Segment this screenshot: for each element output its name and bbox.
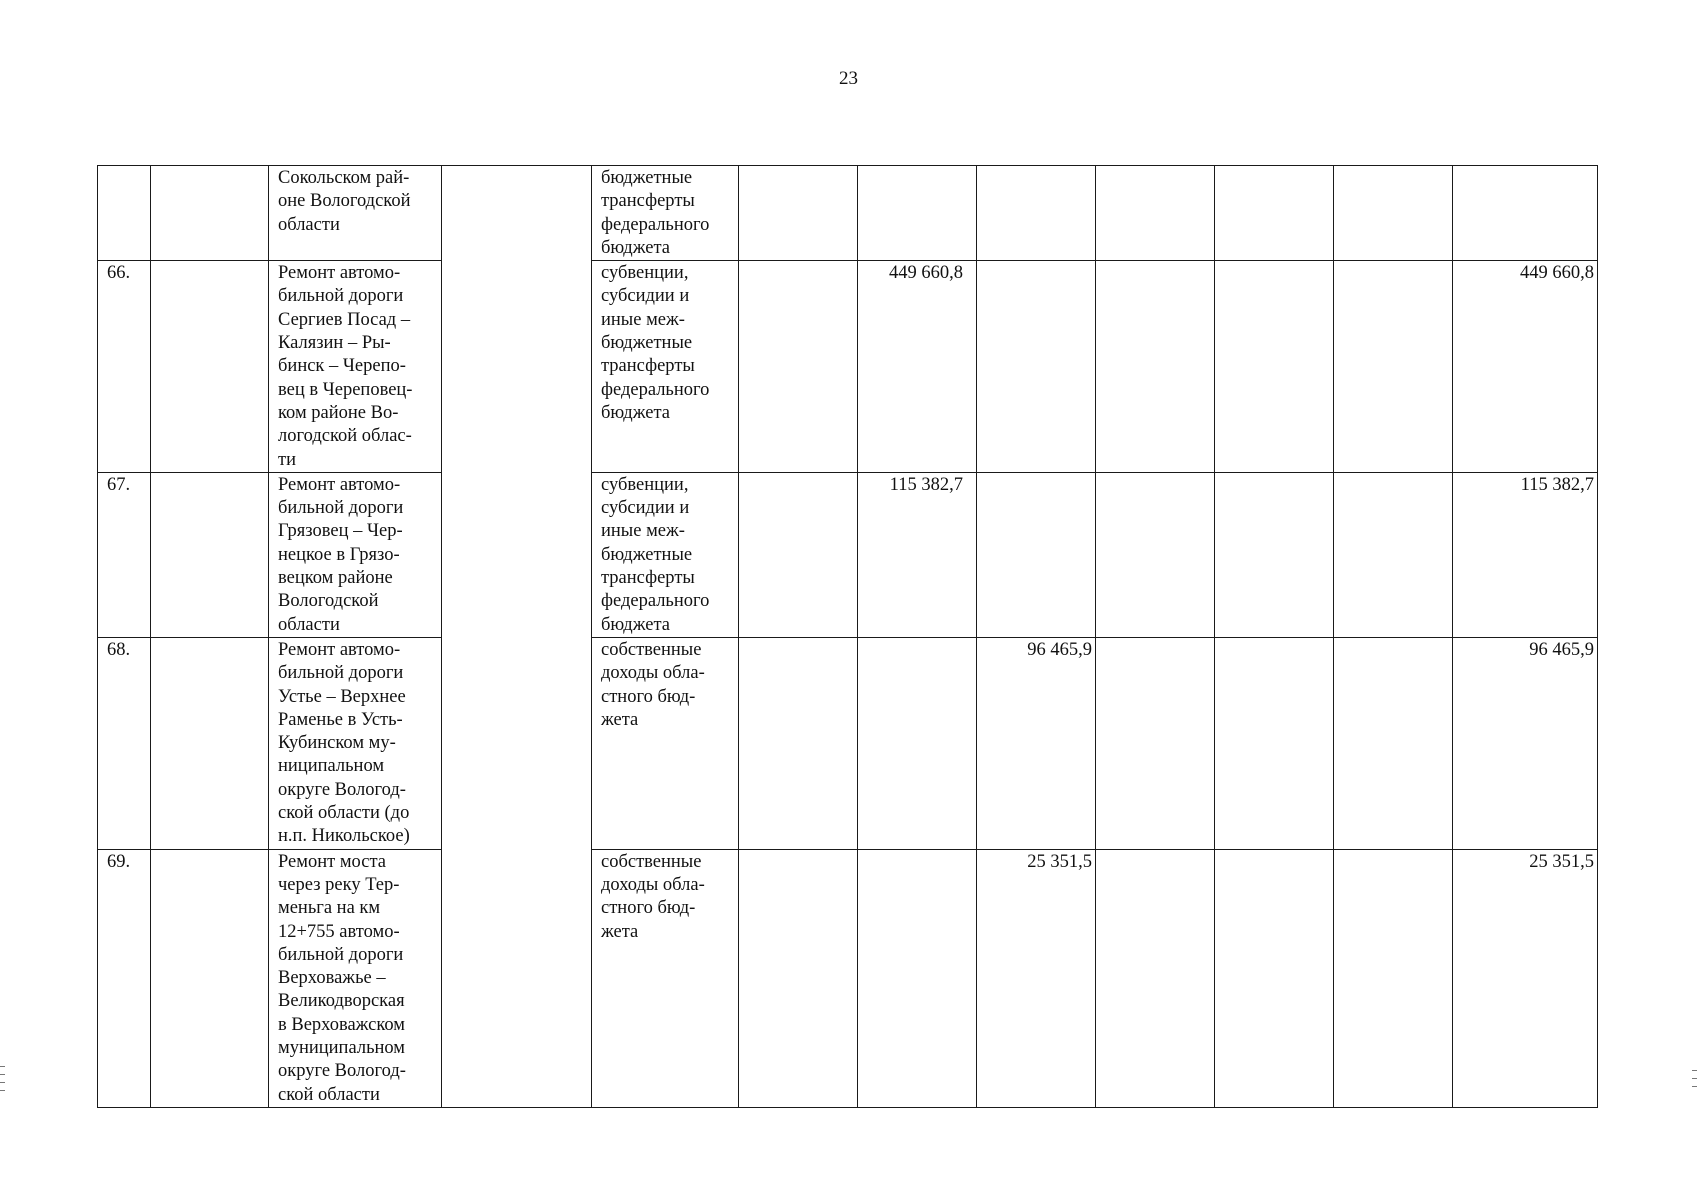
total-cell: 96 465,9: [1453, 637, 1598, 849]
object-name: Ремонт моста через реку Тер- меньга на км 12+755 автомо- бильной дороги Верховажье – Великодворская в Верховажском муниципальном округе Вологод- ской области: [269, 849, 442, 1107]
empty-cell: [151, 637, 269, 849]
empty-cell: [1215, 261, 1334, 473]
empty-cell: [1334, 637, 1453, 849]
amount-cell: 96 465,9: [977, 637, 1096, 849]
scan-edge-mark-right: [1692, 1086, 1697, 1087]
funding-source: бюджетные трансферты федерального бюджета: [592, 166, 739, 261]
table-row: [98, 261, 1598, 473]
amount-cell: [858, 637, 977, 849]
amount-cell: 115 382,7: [858, 472, 977, 637]
scan-edge-mark-left: [0, 1066, 5, 1067]
empty-cell: [151, 261, 269, 473]
empty-cell: [1334, 849, 1453, 1107]
empty-cell: [1096, 849, 1215, 1107]
object-name: Ремонт автомо- бильной дороги Устье – Верхнее Раменье в Усть- Кубинском му- ниципальном округе Вологод- ской области (до н.п. Никольское): [269, 637, 442, 849]
scan-edge-mark-right: [1692, 1078, 1697, 1079]
funding-source: субвенции, субсидии и иные меж- бюджетные трансферты федерального бюджета: [592, 472, 739, 637]
amount-cell: [977, 472, 1096, 637]
amount-cell: 25 351,5: [977, 849, 1096, 1107]
empty-cell: [739, 261, 858, 473]
empty-cell: [151, 849, 269, 1107]
empty-cell: [739, 472, 858, 637]
total-cell: 449 660,8: [1453, 261, 1598, 473]
empty-cell: [739, 849, 858, 1107]
funding-source: собственные доходы обла- стного бюд- жета: [592, 849, 739, 1107]
funding-source: субвенции, субсидии и иные меж- бюджетные трансферты федерального бюджета: [592, 261, 739, 473]
scan-edge-mark-left: [0, 1074, 5, 1075]
amount-cell: [858, 849, 977, 1107]
empty-cell: [442, 472, 592, 637]
row-number: 67.: [98, 472, 151, 637]
funding-source: собственные доходы обла- стного бюд- жета: [592, 637, 739, 849]
empty-cell: [442, 261, 592, 473]
object-name: Сокольском рай- оне Вологодской области: [269, 166, 442, 261]
empty-cell: [1215, 637, 1334, 849]
amount-cell: [977, 166, 1096, 261]
empty-cell: [1334, 472, 1453, 637]
table-row: [98, 637, 1598, 849]
empty-cell: [151, 472, 269, 637]
scan-edge-mark-left: [0, 1082, 5, 1083]
empty-cell: [1096, 637, 1215, 849]
table-row: [98, 849, 1598, 1107]
total-cell: [1453, 166, 1598, 261]
scan-edge-mark-right: [1692, 1070, 1697, 1071]
empty-cell: [739, 637, 858, 849]
amount-cell: [858, 166, 977, 261]
amount-cell: [977, 261, 1096, 473]
empty-cell: [1096, 166, 1215, 261]
budget-table: [97, 165, 1598, 1108]
total-cell: 25 351,5: [1453, 849, 1598, 1107]
empty-cell: [442, 637, 592, 849]
row-number: 66.: [98, 261, 151, 473]
row-number: 68.: [98, 637, 151, 849]
empty-cell: [1215, 472, 1334, 637]
empty-cell: [1096, 472, 1215, 637]
row-number: [98, 166, 151, 261]
empty-cell: [442, 166, 592, 261]
empty-cell: [1096, 261, 1215, 473]
row-number: 69.: [98, 849, 151, 1107]
table-row: [98, 472, 1598, 637]
empty-cell: [739, 166, 858, 261]
scan-edge-mark-left: [0, 1090, 5, 1091]
empty-cell: [1215, 166, 1334, 261]
empty-cell: [151, 166, 269, 261]
object-name: Ремонт автомо- бильной дороги Грязовец – Чер- нецкое в Грязо- вецком районе Вологодской области: [269, 472, 442, 637]
page-number: 23: [839, 68, 858, 89]
empty-cell: [1215, 849, 1334, 1107]
empty-cell: [442, 849, 592, 1107]
amount-cell: 449 660,8: [858, 261, 977, 473]
object-name: Ремонт автомо- бильной дороги Сергиев Посад – Калязин – Ры- бинск – Черепо- вец в Череповец- ком районе Во- логодской облас- ти: [269, 261, 442, 473]
empty-cell: [1334, 166, 1453, 261]
table-row: [98, 166, 1598, 261]
total-cell: 115 382,7: [1453, 472, 1598, 637]
empty-cell: [1334, 261, 1453, 473]
